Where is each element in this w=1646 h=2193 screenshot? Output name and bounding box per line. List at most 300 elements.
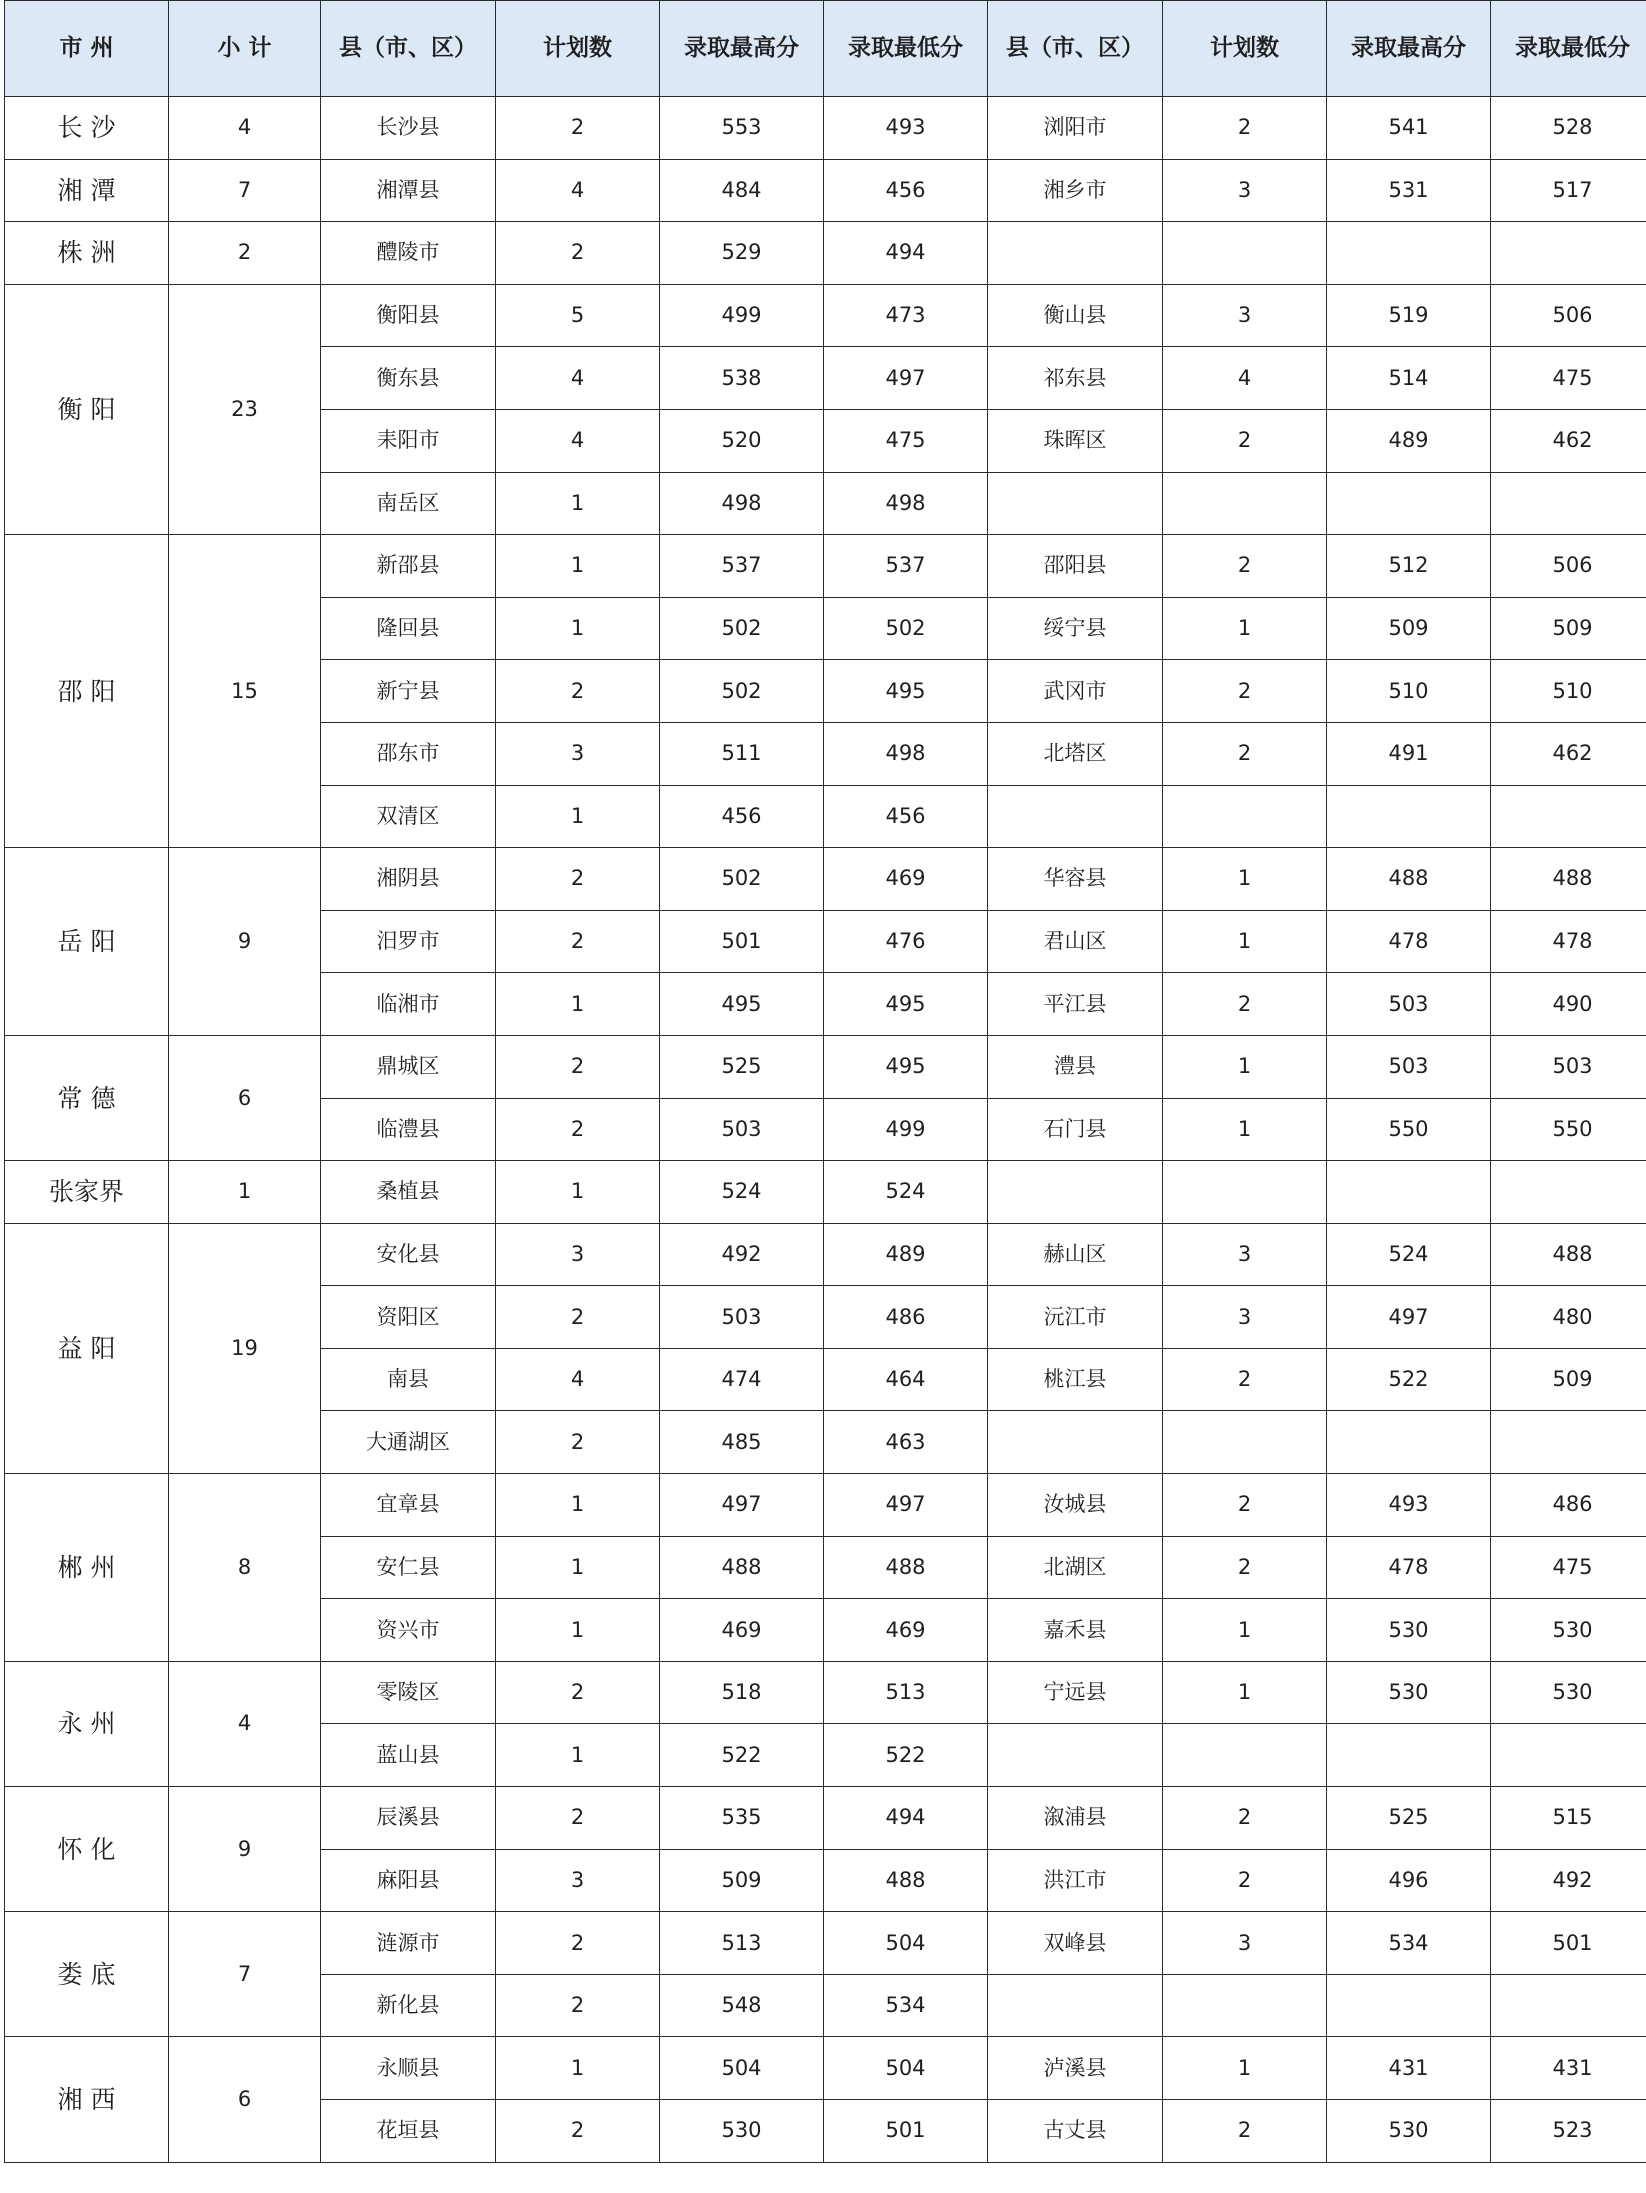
county-right-cell xyxy=(988,1974,1163,2037)
plan-left-cell: 2 xyxy=(496,660,660,723)
subtotal-cell: 9 xyxy=(169,848,321,1036)
plan-right-cell: 2 xyxy=(1163,1348,1327,1411)
subtotal-cell: 6 xyxy=(169,2037,321,2162)
max-score-left-cell: 522 xyxy=(660,1724,824,1787)
county-right-cell: 北塔区 xyxy=(988,722,1163,785)
plan-right-cell: 3 xyxy=(1163,159,1327,222)
city-cell: 岳 阳 xyxy=(5,848,169,1036)
max-score-left-cell: 456 xyxy=(660,785,824,848)
county-left-cell: 安仁县 xyxy=(321,1536,496,1599)
county-right-cell xyxy=(988,1724,1163,1787)
plan-left-cell: 1 xyxy=(496,785,660,848)
admission-table-sheet xyxy=(4,0,1643,2163)
max-score-left-cell: 502 xyxy=(660,597,824,660)
plan-left-cell: 3 xyxy=(496,1849,660,1912)
city-cell: 湘 潭 xyxy=(5,159,169,222)
max-score-right-cell: 493 xyxy=(1327,1474,1491,1537)
max-score-right-cell: 519 xyxy=(1327,284,1491,347)
subtotal-cell: 8 xyxy=(169,1474,321,1662)
city-cell: 衡 阳 xyxy=(5,284,169,534)
table-row xyxy=(5,159,1646,222)
min-score-left-cell: 494 xyxy=(824,1787,988,1850)
plan-right-cell: 1 xyxy=(1163,1035,1327,1098)
min-score-left-cell: 504 xyxy=(824,2037,988,2100)
plan-left-cell: 1 xyxy=(496,2037,660,2100)
header-city: 市 州 xyxy=(5,1,169,97)
max-score-left-cell: 503 xyxy=(660,1098,824,1161)
max-score-left-cell: 498 xyxy=(660,472,824,535)
min-score-left-cell: 495 xyxy=(824,1035,988,1098)
min-score-right-cell xyxy=(1491,1974,1646,2037)
county-right-cell: 邵阳县 xyxy=(988,535,1163,598)
plan-left-cell: 1 xyxy=(496,597,660,660)
header-plan-left: 计划数 xyxy=(496,1,660,97)
max-score-right-cell: 509 xyxy=(1327,597,1491,660)
county-right-cell: 石门县 xyxy=(988,1098,1163,1161)
subtotal-cell: 2 xyxy=(169,222,321,285)
plan-right-cell: 3 xyxy=(1163,284,1327,347)
min-score-left-cell: 501 xyxy=(824,2100,988,2163)
county-left-cell: 耒阳市 xyxy=(321,409,496,472)
table-row xyxy=(5,1661,1646,1724)
plan-right-cell: 2 xyxy=(1163,1536,1327,1599)
min-score-left-cell: 534 xyxy=(824,1974,988,2037)
max-score-left-cell: 503 xyxy=(660,1286,824,1349)
min-score-right-cell: 490 xyxy=(1491,973,1646,1036)
max-score-right-cell: 534 xyxy=(1327,1912,1491,1975)
county-left-cell: 资阳区 xyxy=(321,1286,496,1349)
max-score-right-cell: 550 xyxy=(1327,1098,1491,1161)
min-score-left-cell: 497 xyxy=(824,1474,988,1537)
header-county-left: 县（市、区） xyxy=(321,1,496,97)
max-score-right-cell: 503 xyxy=(1327,973,1491,1036)
county-right-cell xyxy=(988,1161,1163,1224)
subtotal-cell: 15 xyxy=(169,535,321,848)
plan-right-cell: 4 xyxy=(1163,347,1327,410)
plan-right-cell: 2 xyxy=(1163,722,1327,785)
plan-right-cell: 2 xyxy=(1163,535,1327,598)
min-score-left-cell: 475 xyxy=(824,409,988,472)
max-score-left-cell: 511 xyxy=(660,722,824,785)
county-left-cell: 安化县 xyxy=(321,1223,496,1286)
county-right-cell: 君山区 xyxy=(988,910,1163,973)
max-score-left-cell: 488 xyxy=(660,1536,824,1599)
max-score-left-cell: 509 xyxy=(660,1849,824,1912)
county-right-cell: 泸溪县 xyxy=(988,2037,1163,2100)
max-score-left-cell: 484 xyxy=(660,159,824,222)
plan-left-cell: 1 xyxy=(496,1724,660,1787)
county-left-cell: 麻阳县 xyxy=(321,1849,496,1912)
max-score-left-cell: 529 xyxy=(660,222,824,285)
subtotal-cell: 9 xyxy=(169,1787,321,1912)
county-left-cell: 蓝山县 xyxy=(321,1724,496,1787)
table-row xyxy=(5,1035,1646,1098)
header-min-score-left: 录取最低分 xyxy=(824,1,988,97)
max-score-left-cell: 524 xyxy=(660,1161,824,1224)
max-score-right-cell xyxy=(1327,785,1491,848)
min-score-left-cell: 489 xyxy=(824,1223,988,1286)
min-score-right-cell: 523 xyxy=(1491,2100,1646,2163)
county-right-cell: 双峰县 xyxy=(988,1912,1163,1975)
table-row xyxy=(5,1223,1646,1286)
table-row xyxy=(5,1474,1646,1537)
max-score-left-cell: 502 xyxy=(660,660,824,723)
max-score-right-cell xyxy=(1327,1161,1491,1224)
min-score-right-cell: 509 xyxy=(1491,1348,1646,1411)
county-left-cell: 涟源市 xyxy=(321,1912,496,1975)
county-left-cell: 南县 xyxy=(321,1348,496,1411)
county-left-cell: 新邵县 xyxy=(321,535,496,598)
min-score-right-cell: 530 xyxy=(1491,1599,1646,1662)
plan-left-cell: 2 xyxy=(496,97,660,160)
max-score-left-cell: 504 xyxy=(660,2037,824,2100)
min-score-left-cell: 469 xyxy=(824,848,988,911)
plan-right-cell: 2 xyxy=(1163,2100,1327,2163)
min-score-left-cell: 494 xyxy=(824,222,988,285)
county-right-cell: 澧县 xyxy=(988,1035,1163,1098)
table-row xyxy=(5,1912,1646,1975)
county-left-cell: 南岳区 xyxy=(321,472,496,535)
county-right-cell: 嘉禾县 xyxy=(988,1599,1163,1662)
county-left-cell: 湘潭县 xyxy=(321,159,496,222)
city-cell: 邵 阳 xyxy=(5,535,169,848)
min-score-right-cell xyxy=(1491,785,1646,848)
county-left-cell: 衡东县 xyxy=(321,347,496,410)
min-score-left-cell: 463 xyxy=(824,1411,988,1474)
plan-left-cell: 2 xyxy=(496,2100,660,2163)
max-score-right-cell: 541 xyxy=(1327,97,1491,160)
county-left-cell: 桑植县 xyxy=(321,1161,496,1224)
min-score-left-cell: 488 xyxy=(824,1849,988,1912)
city-cell: 永 州 xyxy=(5,1661,169,1786)
min-score-right-cell: 462 xyxy=(1491,409,1646,472)
county-right-cell xyxy=(988,472,1163,535)
max-score-left-cell: 501 xyxy=(660,910,824,973)
table-row xyxy=(5,848,1646,911)
min-score-right-cell: 503 xyxy=(1491,1035,1646,1098)
plan-right-cell: 1 xyxy=(1163,1599,1327,1662)
plan-left-cell: 2 xyxy=(496,1411,660,1474)
county-right-cell: 沅江市 xyxy=(988,1286,1163,1349)
max-score-right-cell xyxy=(1327,222,1491,285)
min-score-right-cell xyxy=(1491,1161,1646,1224)
table-row xyxy=(5,97,1646,160)
city-cell: 益 阳 xyxy=(5,1223,169,1473)
min-score-right-cell: 506 xyxy=(1491,284,1646,347)
county-left-cell: 长沙县 xyxy=(321,97,496,160)
max-score-right-cell: 530 xyxy=(1327,1599,1491,1662)
min-score-right-cell: 475 xyxy=(1491,1536,1646,1599)
max-score-left-cell: 502 xyxy=(660,848,824,911)
min-score-left-cell: 499 xyxy=(824,1098,988,1161)
city-cell: 常 德 xyxy=(5,1035,169,1160)
plan-left-cell: 4 xyxy=(496,409,660,472)
max-score-right-cell: 531 xyxy=(1327,159,1491,222)
max-score-right-cell: 491 xyxy=(1327,722,1491,785)
plan-right-cell xyxy=(1163,1411,1327,1474)
min-score-right-cell xyxy=(1491,1724,1646,1787)
county-right-cell: 绥宁县 xyxy=(988,597,1163,660)
subtotal-cell: 6 xyxy=(169,1035,321,1160)
header-subtotal: 小 计 xyxy=(169,1,321,97)
subtotal-cell: 4 xyxy=(169,1661,321,1786)
min-score-right-cell: 528 xyxy=(1491,97,1646,160)
min-score-right-cell: 515 xyxy=(1491,1787,1646,1850)
min-score-left-cell: 522 xyxy=(824,1724,988,1787)
county-left-cell: 宜章县 xyxy=(321,1474,496,1537)
plan-left-cell: 5 xyxy=(496,284,660,347)
plan-left-cell: 4 xyxy=(496,159,660,222)
county-right-cell: 溆浦县 xyxy=(988,1787,1163,1850)
plan-right-cell: 3 xyxy=(1163,1286,1327,1349)
min-score-right-cell: 501 xyxy=(1491,1912,1646,1975)
county-left-cell: 汨罗市 xyxy=(321,910,496,973)
max-score-right-cell: 522 xyxy=(1327,1348,1491,1411)
max-score-left-cell: 495 xyxy=(660,973,824,1036)
county-right-cell: 汝城县 xyxy=(988,1474,1163,1537)
county-left-cell: 鼎城区 xyxy=(321,1035,496,1098)
plan-left-cell: 2 xyxy=(496,222,660,285)
plan-right-cell: 1 xyxy=(1163,2037,1327,2100)
subtotal-cell: 7 xyxy=(169,1912,321,2037)
plan-right-cell xyxy=(1163,785,1327,848)
plan-right-cell: 2 xyxy=(1163,1787,1327,1850)
max-score-left-cell: 474 xyxy=(660,1348,824,1411)
plan-left-cell: 4 xyxy=(496,1348,660,1411)
subtotal-cell: 4 xyxy=(169,97,321,160)
county-left-cell: 新宁县 xyxy=(321,660,496,723)
county-left-cell: 辰溪县 xyxy=(321,1787,496,1850)
plan-left-cell: 1 xyxy=(496,1536,660,1599)
plan-right-cell: 1 xyxy=(1163,1661,1327,1724)
plan-right-cell: 2 xyxy=(1163,973,1327,1036)
plan-left-cell: 1 xyxy=(496,1474,660,1537)
max-score-left-cell: 518 xyxy=(660,1661,824,1724)
max-score-right-cell xyxy=(1327,1974,1491,2037)
county-right-cell: 宁远县 xyxy=(988,1661,1163,1724)
min-score-left-cell: 464 xyxy=(824,1348,988,1411)
min-score-right-cell: 492 xyxy=(1491,1849,1646,1912)
plan-right-cell: 3 xyxy=(1163,1912,1327,1975)
county-left-cell: 大通湖区 xyxy=(321,1411,496,1474)
min-score-right-cell: 506 xyxy=(1491,535,1646,598)
max-score-right-cell: 478 xyxy=(1327,1536,1491,1599)
max-score-right-cell: 530 xyxy=(1327,2100,1491,2163)
county-right-cell: 古丈县 xyxy=(988,2100,1163,2163)
min-score-left-cell: 493 xyxy=(824,97,988,160)
county-left-cell: 邵东市 xyxy=(321,722,496,785)
county-right-cell: 衡山县 xyxy=(988,284,1163,347)
county-right-cell: 华容县 xyxy=(988,848,1163,911)
min-score-left-cell: 488 xyxy=(824,1536,988,1599)
plan-left-cell: 2 xyxy=(496,1035,660,1098)
county-right-cell: 祁东县 xyxy=(988,347,1163,410)
city-cell: 郴 州 xyxy=(5,1474,169,1662)
min-score-left-cell: 495 xyxy=(824,973,988,1036)
plan-left-cell: 1 xyxy=(496,472,660,535)
min-score-left-cell: 476 xyxy=(824,910,988,973)
table-body xyxy=(5,97,1646,2163)
plan-right-cell xyxy=(1163,222,1327,285)
plan-left-cell: 3 xyxy=(496,722,660,785)
table-row xyxy=(5,1787,1646,1850)
county-left-cell: 零陵区 xyxy=(321,1661,496,1724)
min-score-left-cell: 456 xyxy=(824,785,988,848)
min-score-right-cell: 510 xyxy=(1491,660,1646,723)
plan-left-cell: 1 xyxy=(496,1161,660,1224)
min-score-right-cell: 431 xyxy=(1491,2037,1646,2100)
min-score-right-cell: 488 xyxy=(1491,848,1646,911)
min-score-left-cell: 497 xyxy=(824,347,988,410)
table-row xyxy=(5,2037,1646,2100)
min-score-left-cell: 513 xyxy=(824,1661,988,1724)
min-score-right-cell xyxy=(1491,472,1646,535)
max-score-left-cell: 520 xyxy=(660,409,824,472)
county-right-cell: 平江县 xyxy=(988,973,1163,1036)
max-score-left-cell: 535 xyxy=(660,1787,824,1850)
county-right-cell: 湘乡市 xyxy=(988,159,1163,222)
plan-right-cell xyxy=(1163,1724,1327,1787)
max-score-left-cell: 530 xyxy=(660,2100,824,2163)
max-score-right-cell: 431 xyxy=(1327,2037,1491,2100)
max-score-right-cell: 489 xyxy=(1327,409,1491,472)
county-right-cell: 桃江县 xyxy=(988,1348,1163,1411)
county-right-cell: 洪江市 xyxy=(988,1849,1163,1912)
min-score-right-cell: 517 xyxy=(1491,159,1646,222)
min-score-left-cell: 456 xyxy=(824,159,988,222)
city-cell: 湘 西 xyxy=(5,2037,169,2162)
max-score-right-cell: 525 xyxy=(1327,1787,1491,1850)
max-score-right-cell: 530 xyxy=(1327,1661,1491,1724)
min-score-right-cell: 480 xyxy=(1491,1286,1646,1349)
subtotal-cell: 1 xyxy=(169,1161,321,1224)
min-score-right-cell: 475 xyxy=(1491,347,1646,410)
plan-right-cell xyxy=(1163,1161,1327,1224)
max-score-left-cell: 513 xyxy=(660,1912,824,1975)
max-score-right-cell: 510 xyxy=(1327,660,1491,723)
plan-right-cell: 2 xyxy=(1163,97,1327,160)
county-right-cell: 北湖区 xyxy=(988,1536,1163,1599)
plan-right-cell: 1 xyxy=(1163,597,1327,660)
max-score-left-cell: 548 xyxy=(660,1974,824,2037)
city-cell: 株 洲 xyxy=(5,222,169,285)
header-plan-right: 计划数 xyxy=(1163,1,1327,97)
header-max-score-right: 录取最高分 xyxy=(1327,1,1491,97)
header-county-right: 县（市、区） xyxy=(988,1,1163,97)
county-left-cell: 临湘市 xyxy=(321,973,496,1036)
min-score-right-cell: 530 xyxy=(1491,1661,1646,1724)
header-row xyxy=(5,1,1646,97)
min-score-right-cell: 486 xyxy=(1491,1474,1646,1537)
plan-left-cell: 2 xyxy=(496,848,660,911)
plan-right-cell: 2 xyxy=(1163,660,1327,723)
county-left-cell: 新化县 xyxy=(321,1974,496,2037)
plan-left-cell: 3 xyxy=(496,1223,660,1286)
max-score-left-cell: 497 xyxy=(660,1474,824,1537)
plan-left-cell: 2 xyxy=(496,910,660,973)
subtotal-cell: 7 xyxy=(169,159,321,222)
county-right-cell: 浏阳市 xyxy=(988,97,1163,160)
county-left-cell: 双清区 xyxy=(321,785,496,848)
min-score-right-cell: 478 xyxy=(1491,910,1646,973)
max-score-left-cell: 538 xyxy=(660,347,824,410)
plan-left-cell: 2 xyxy=(496,1286,660,1349)
county-right-cell xyxy=(988,222,1163,285)
plan-right-cell: 2 xyxy=(1163,1474,1327,1537)
admission-score-table xyxy=(4,0,1646,2163)
county-left-cell: 资兴市 xyxy=(321,1599,496,1662)
min-score-right-cell: 488 xyxy=(1491,1223,1646,1286)
table-row xyxy=(5,535,1646,598)
max-score-left-cell: 499 xyxy=(660,284,824,347)
max-score-left-cell: 553 xyxy=(660,97,824,160)
max-score-right-cell: 514 xyxy=(1327,347,1491,410)
county-left-cell: 衡阳县 xyxy=(321,284,496,347)
plan-right-cell: 1 xyxy=(1163,910,1327,973)
max-score-right-cell: 488 xyxy=(1327,848,1491,911)
min-score-right-cell: 462 xyxy=(1491,722,1646,785)
min-score-left-cell: 502 xyxy=(824,597,988,660)
plan-left-cell: 2 xyxy=(496,1787,660,1850)
min-score-right-cell xyxy=(1491,1411,1646,1474)
max-score-right-cell xyxy=(1327,472,1491,535)
plan-left-cell: 2 xyxy=(496,1974,660,2037)
plan-right-cell: 2 xyxy=(1163,1849,1327,1912)
table-row xyxy=(5,1161,1646,1224)
county-right-cell: 武冈市 xyxy=(988,660,1163,723)
subtotal-cell: 23 xyxy=(169,284,321,534)
plan-left-cell: 1 xyxy=(496,973,660,1036)
plan-right-cell: 1 xyxy=(1163,1098,1327,1161)
max-score-right-cell: 503 xyxy=(1327,1035,1491,1098)
max-score-right-cell: 497 xyxy=(1327,1286,1491,1349)
min-score-right-cell xyxy=(1491,222,1646,285)
header-max-score-left: 录取最高分 xyxy=(660,1,824,97)
max-score-right-cell xyxy=(1327,1411,1491,1474)
plan-left-cell: 4 xyxy=(496,347,660,410)
county-right-cell: 珠晖区 xyxy=(988,409,1163,472)
max-score-left-cell: 485 xyxy=(660,1411,824,1474)
min-score-left-cell: 495 xyxy=(824,660,988,723)
county-right-cell xyxy=(988,785,1163,848)
max-score-right-cell: 524 xyxy=(1327,1223,1491,1286)
max-score-right-cell: 478 xyxy=(1327,910,1491,973)
plan-right-cell xyxy=(1163,472,1327,535)
min-score-right-cell: 509 xyxy=(1491,597,1646,660)
min-score-left-cell: 486 xyxy=(824,1286,988,1349)
plan-left-cell: 1 xyxy=(496,1599,660,1662)
max-score-left-cell: 492 xyxy=(660,1223,824,1286)
county-left-cell: 花垣县 xyxy=(321,2100,496,2163)
plan-right-cell: 2 xyxy=(1163,409,1327,472)
min-score-left-cell: 498 xyxy=(824,722,988,785)
min-score-left-cell: 537 xyxy=(824,535,988,598)
plan-right-cell xyxy=(1163,1974,1327,2037)
max-score-right-cell: 496 xyxy=(1327,1849,1491,1912)
plan-left-cell: 2 xyxy=(496,1098,660,1161)
plan-right-cell: 1 xyxy=(1163,848,1327,911)
table-row xyxy=(5,284,1646,347)
city-cell: 张家界 xyxy=(5,1161,169,1224)
subtotal-cell: 19 xyxy=(169,1223,321,1473)
county-left-cell: 永顺县 xyxy=(321,2037,496,2100)
plan-left-cell: 2 xyxy=(496,1661,660,1724)
city-cell: 娄 底 xyxy=(5,1912,169,2037)
city-cell: 长 沙 xyxy=(5,97,169,160)
min-score-left-cell: 469 xyxy=(824,1599,988,1662)
plan-left-cell: 1 xyxy=(496,535,660,598)
min-score-left-cell: 498 xyxy=(824,472,988,535)
